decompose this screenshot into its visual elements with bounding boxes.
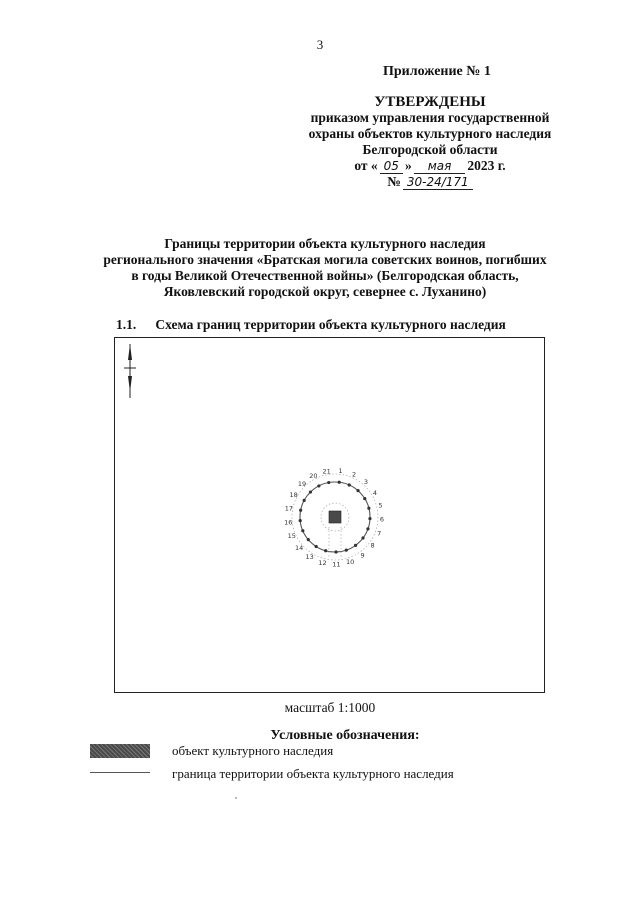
boundary-point bbox=[361, 536, 364, 539]
boundary-point-label: 17 bbox=[284, 504, 294, 513]
legend-boundary-swatch bbox=[90, 772, 150, 773]
boundary-point bbox=[368, 517, 371, 520]
boundary-point-label: 2 bbox=[352, 470, 357, 479]
document-title bbox=[90, 236, 560, 300]
title-line-1: Границы территории объекта культурного наследия bbox=[164, 236, 486, 251]
section-number: 1.1. bbox=[116, 317, 137, 332]
appendix-label: Приложение № 1 bbox=[383, 64, 491, 79]
boundary-point-label: 18 bbox=[289, 491, 298, 500]
boundary-point bbox=[345, 549, 348, 552]
boundary-point-label: 15 bbox=[287, 531, 296, 540]
page-number: 3 bbox=[316, 37, 324, 52]
boundary-point bbox=[356, 489, 359, 492]
approval-number bbox=[280, 174, 580, 190]
boundary-point-label: 5 bbox=[378, 501, 383, 510]
boundary-point-label: 4 bbox=[372, 488, 378, 497]
approval-line-2: охраны объектов культурного наследия bbox=[308, 126, 552, 141]
boundary-point bbox=[299, 509, 302, 512]
boundary-point bbox=[338, 481, 341, 484]
boundary-point bbox=[315, 545, 318, 548]
boundary-point-label: 7 bbox=[377, 529, 382, 538]
legend-object-label: объект культурного наследия bbox=[172, 743, 334, 758]
boundary-point bbox=[348, 483, 351, 486]
boundary-point-label: 13 bbox=[305, 553, 314, 562]
boundary-point bbox=[303, 499, 306, 502]
date-year: 2023 г. bbox=[467, 158, 506, 173]
boundary-point bbox=[301, 529, 304, 532]
boundary-point-label: 9 bbox=[360, 551, 365, 560]
boundary-point bbox=[367, 507, 370, 510]
number-prefix: № bbox=[387, 174, 401, 189]
boundary-point-label: 16 bbox=[284, 518, 293, 527]
boundary-point bbox=[317, 484, 320, 487]
boundary-point-label: 20 bbox=[309, 471, 318, 480]
date-prefix: от « bbox=[354, 158, 378, 173]
approval-line-3: Белгородской области bbox=[362, 142, 498, 157]
section-title: Схема границ территории объекта культурного наследия bbox=[155, 317, 506, 332]
cultural-object-marker bbox=[329, 511, 341, 523]
boundary-point bbox=[366, 527, 369, 530]
legend-object-swatch bbox=[90, 744, 150, 758]
legend-boundary-label: граница территории объекта культурного наследия bbox=[172, 766, 454, 781]
date-day: 05 bbox=[380, 160, 403, 174]
boundary-point-label: 3 bbox=[363, 478, 369, 487]
boundary-point-label: 11 bbox=[332, 560, 341, 569]
boundary-point-label: 8 bbox=[370, 541, 375, 550]
boundary-point bbox=[324, 549, 327, 552]
boundary-point-label: 14 bbox=[294, 543, 304, 552]
north-arrow-icon bbox=[124, 344, 136, 398]
boundary-drawing bbox=[284, 467, 384, 569]
approval-date bbox=[280, 158, 580, 174]
boundary-point-label: 19 bbox=[297, 480, 307, 489]
approval-line-1: приказом управления государственной bbox=[310, 110, 550, 125]
boundary-point-label: 12 bbox=[318, 558, 327, 567]
scale-label: масштаб 1:1000 bbox=[284, 700, 376, 715]
title-line-4: Яковлевский городской округ, севернее с. Луханино) bbox=[163, 284, 487, 299]
approval-block bbox=[280, 94, 580, 190]
date-month: мая bbox=[414, 160, 466, 174]
approval-heading: УТВЕРЖДЕНЫ bbox=[374, 94, 486, 110]
boundary-point-label: 6 bbox=[379, 515, 385, 524]
date-mid: » bbox=[404, 158, 412, 173]
section-heading bbox=[116, 317, 506, 333]
boundary-point bbox=[299, 519, 302, 522]
speck bbox=[235, 797, 237, 799]
boundary-point-label: 10 bbox=[346, 557, 355, 566]
legend-title: Условные обозначения: bbox=[270, 728, 420, 743]
boundary-point bbox=[334, 550, 337, 553]
map-svg bbox=[115, 338, 544, 692]
boundary-point bbox=[327, 481, 330, 484]
title-line-2: регионального значения «Братская могила советских воинов, погибших bbox=[103, 252, 547, 267]
boundary-point bbox=[309, 490, 312, 493]
boundary-point bbox=[363, 497, 366, 500]
boundary-point-label: 1 bbox=[338, 466, 343, 475]
number-value: 30-24/171 bbox=[403, 176, 473, 190]
boundary-map bbox=[114, 337, 545, 693]
boundary-point bbox=[307, 538, 310, 541]
title-line-3: в годы Великой Отечественной войны» (Белгородская область, bbox=[131, 268, 519, 283]
boundary-point bbox=[354, 544, 357, 547]
boundary-point-label: 21 bbox=[322, 467, 331, 476]
